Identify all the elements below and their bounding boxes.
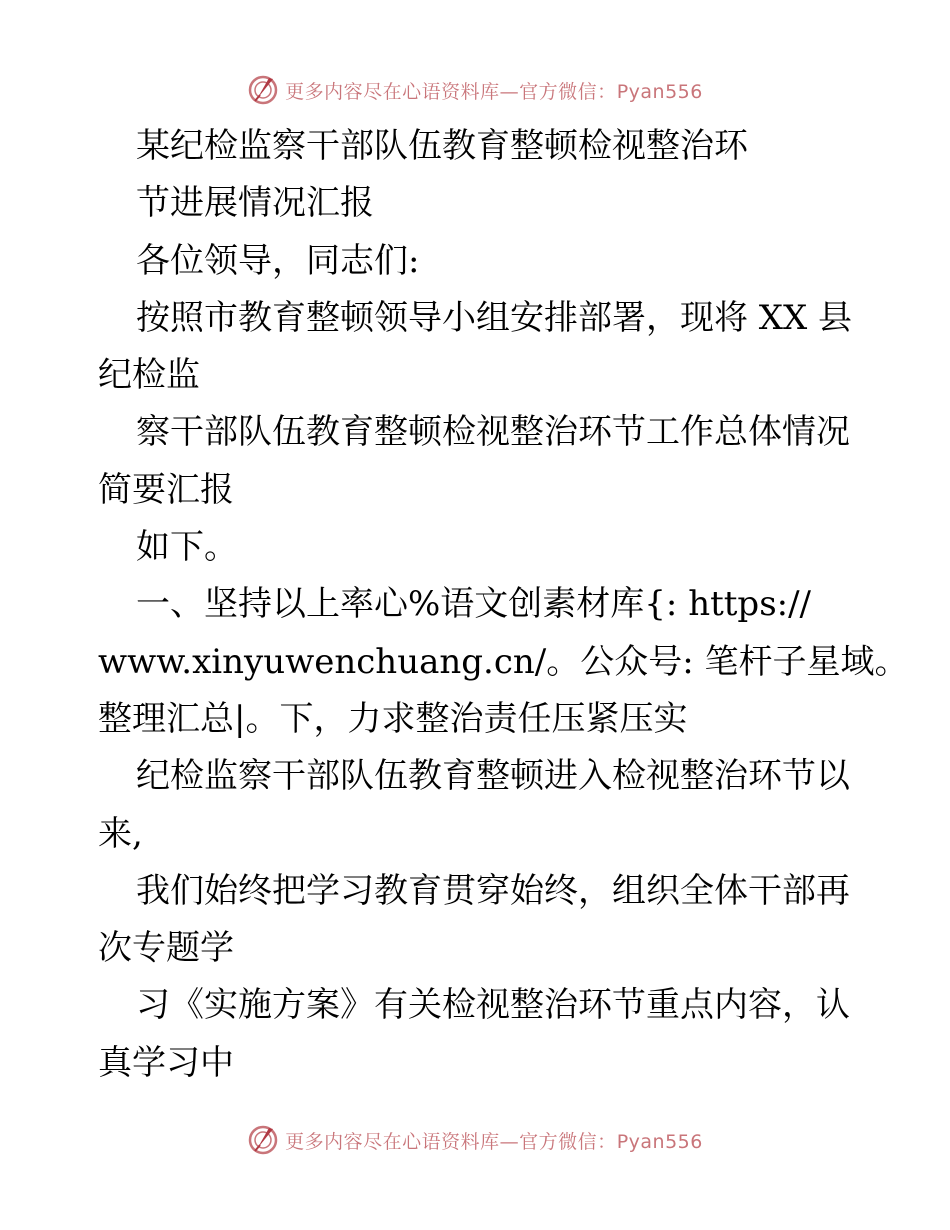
doc-section-heading-line: www.xinyuwenchuang.cn/。公众号: 笔杆子星域。: [98, 641, 909, 682]
doc-paragraph-line: 如下。: [136, 527, 238, 568]
watermark-wechat-label: 官方微信：: [519, 1130, 617, 1153]
doc-paragraph-line: 我们始终把学习教育贯穿始终，组织全体干部再: [136, 870, 850, 911]
doc-section-heading-line: 整理汇总|。下，力求整治责任压紧压实: [98, 698, 688, 739]
doc-paragraph-line: 习《实施方案》有关检视整治环节重点内容，认: [136, 985, 850, 1026]
doc-salutation: 各位领导，同志们:: [136, 240, 420, 281]
watermark-wechat-id: Pyan556: [616, 80, 703, 103]
watermark-site: 更多内容尽在心语资料库: [285, 80, 500, 103]
doc-paragraph-line: 纪检监: [98, 355, 200, 396]
watermark-site: 更多内容尽在心语资料库: [285, 1130, 500, 1153]
doc-paragraph-line: 真学习中: [98, 1042, 234, 1083]
doc-title-line-2: 节进展情况汇报: [136, 183, 374, 224]
watermark-wechat-id: Pyan556: [616, 1130, 703, 1153]
doc-paragraph-line: 次专题学: [98, 928, 234, 969]
doc-section-heading-line: 一、坚持以上率心%语文创素材库{: https://: [136, 584, 812, 625]
doc-paragraph-line: 纪检监察干部队伍教育整顿进入检视整治环节以: [136, 756, 850, 797]
watermark-wechat-label: 官方微信：: [519, 80, 617, 103]
doc-paragraph-line: 按照市教育整顿领导小组安排部署，现将 XX 县: [136, 297, 853, 338]
quill-logo-icon: [247, 74, 279, 106]
header-watermark: [0, 70, 950, 110]
doc-title-line-1: 某纪检监察干部队伍教育整顿检视整治环: [136, 126, 748, 166]
document-body: [98, 118, 909, 1092]
footer-watermark: [0, 1120, 950, 1160]
doc-paragraph-line: 来,: [98, 813, 143, 854]
watermark-text: [285, 1127, 703, 1154]
watermark-dash: —: [499, 1130, 520, 1153]
doc-paragraph-line: 察干部队伍教育整顿检视整治环节工作总体情况: [136, 412, 850, 453]
watermark-dash: —: [499, 80, 520, 103]
quill-logo-icon: [247, 1124, 279, 1156]
watermark-text: [285, 77, 703, 104]
doc-paragraph-line: 简要汇报: [98, 469, 234, 510]
